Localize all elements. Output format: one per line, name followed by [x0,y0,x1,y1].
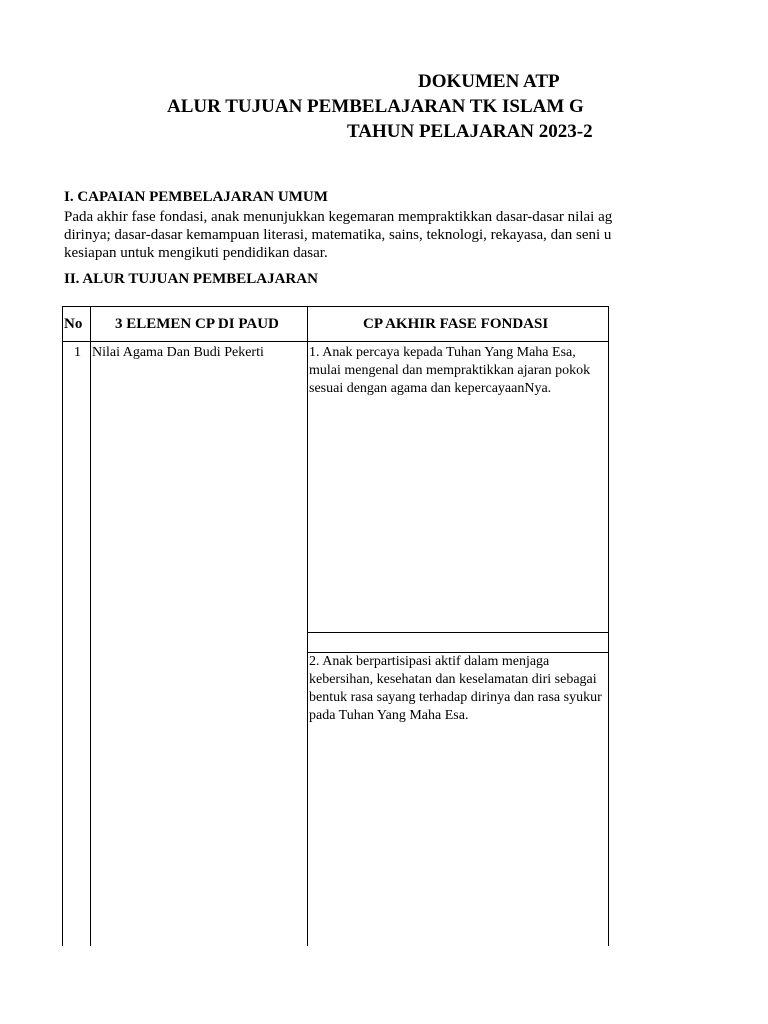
paragraph-line: kesiapan untuk mengikuti pendidikan dasar. [64,245,328,261]
elemen-cell: Nilai Agama Dan Budi Pekerti [92,345,264,360]
cp-item-2: 2. Anak berpartisipasi aktif dalam menjaga kebersihan, kesehatan dan keselamatan diri sebagai bentuk rasa sayang terhadap dirinya dan rasa syukur pada Tuhan Yang Maha Esa. [309,654,602,723]
table-border-left [62,306,63,946]
table-column-divider [307,306,308,946]
document-title: DOKUMEN ATP [418,71,560,92]
row-number: 1 [74,345,81,360]
column-header-elemen: 3 ELEMEN CP DI PAUD [115,316,279,332]
document-year: TAHUN PELAJARAN 2023-2 [347,121,593,142]
table-column-divider [90,306,91,946]
table-cell-border [307,632,609,633]
capaian-paragraph [64,208,613,261]
column-header-cp-akhir: CP AKHIR FASE FONDASI [363,316,549,332]
cp-item-empty [309,634,605,652]
table-border-top [62,306,609,307]
paragraph-line: dirinya; dasar-dasar kemampuan literasi, matematika, sains, teknologi, rekayasa, dan seni u [64,227,612,243]
table-header-border [62,341,609,342]
table-border-right [608,306,609,946]
section-heading-capaian: I. CAPAIAN PEMBELAJARAN UMUM [64,189,328,205]
document-title-block [0,68,608,148]
document-subtitle: ALUR TUJUAN PEMBELAJARAN TK ISLAM G [167,96,584,117]
section-heading-alur: II. ALUR TUJUAN PEMBELAJARAN [64,271,318,287]
paragraph-line: Pada akhir fase fondasi, anak menunjukkan kegemaran mempraktikkan dasar-dasar nilai ag [64,209,613,225]
column-header-no: No [64,316,83,332]
cp-item-1: 1. Anak percaya kepada Tuhan Yang Maha Esa, mulai mengenal dan mempraktikkan ajaran pokok sesuai dengan agama dan kepercayaanNya. [309,345,591,396]
